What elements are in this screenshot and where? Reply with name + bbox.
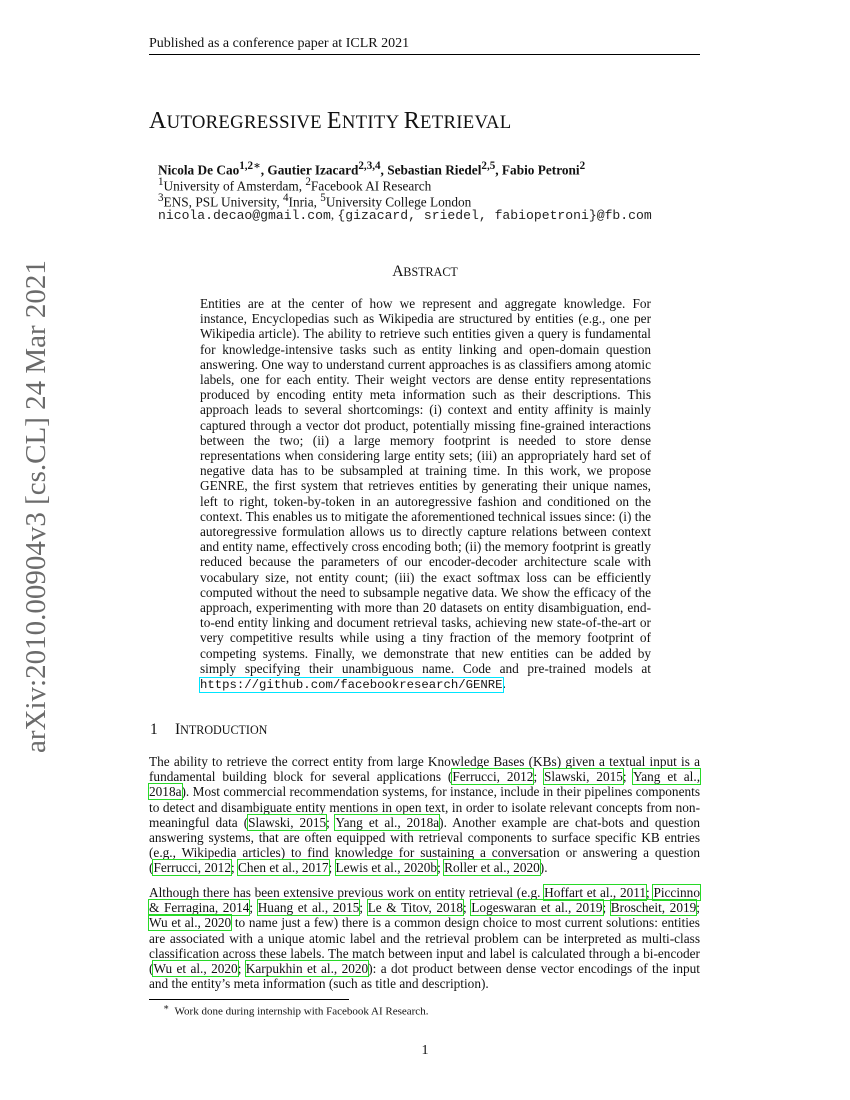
footnote: ∗ Work done during internship with Facebook AI Research. <box>163 1002 429 1018</box>
citation-link[interactable]: Logeswaran et al., 2019 <box>471 900 603 916</box>
citation-link[interactable]: Slawski, 2015 <box>248 814 327 830</box>
arxiv-stamp: arXiv:2010.00904v3 [cs.CL] 24 Mar 2021 <box>20 260 52 753</box>
paragraph-text: ; <box>696 900 700 916</box>
paragraph-text: ): a dot product between dense vector encodings of the input and the entity’s meta information (such as title and description). <box>149 961 701 992</box>
paragraph-text: ; <box>249 900 258 916</box>
paragraph-text: ; <box>328 860 336 876</box>
citation-link[interactable]: Hoffart et al., 2011 <box>544 885 647 900</box>
running-header: Published as a conference paper at ICLR 2021 <box>149 36 410 51</box>
author-emails: nicola.decao@gmail.com, {gizacard, sriedel, fabiopetroni}@fb.com <box>158 207 652 223</box>
paragraph-text: ). Most commercial recommendation systems, for instance, include in their pipelines components to detect and disambiguate entity mentions in open text, in order to isolate relevant concepts from non-meaningful data ( <box>149 784 700 830</box>
paragraph-text: ; <box>326 814 336 830</box>
citation-link[interactable]: Yang et al., 2018a <box>335 814 440 830</box>
author-name: Nicola De Cao <box>158 162 240 178</box>
citation-link[interactable]: Broscheit, 2019 <box>610 900 697 916</box>
citation-link[interactable]: Ferrucci, 2012 <box>452 769 534 785</box>
citation-link[interactable]: Piccinno & Ferragina, 2014 <box>149 885 700 916</box>
citation-link[interactable]: Karpukhin et al., 2020 <box>245 961 369 977</box>
author-name: Sebastian Riedel <box>387 162 482 178</box>
paper-title: AUTOREGRESSIVE ENTITY RETRIEVAL <box>149 108 512 134</box>
paragraph-text: Although there has been extensive previous work on entity retrieval (e.g. <box>149 885 545 900</box>
section-heading: 1 INTRODUCTION <box>150 721 268 738</box>
affiliation-line: $^1$University of Amsterdam, $^2$Facebook AI Research <box>158 176 432 194</box>
citation-link[interactable]: Lewis et al., 2020b <box>335 860 438 876</box>
author-name: Fabio Petroni <box>501 162 580 178</box>
citation-link[interactable]: Chen et al., 2017 <box>238 860 329 876</box>
author-name: Gautier Izacard <box>267 162 359 178</box>
paragraph-text: The ability to retrieve the correct entity from large Knowledge Bases (KBs) given a textual input is a fundamental building block for several applications ( <box>149 754 700 785</box>
header-rule <box>149 54 700 55</box>
paragraph-text: to name just a few) there is a common design choice to most current solutions: entities are associated with a unique atomic label and the retrieval problem can be interpreted as multi-class classification across these labels. The match between input and label is calculated through a bi-encoder ( <box>149 915 700 977</box>
paragraph-text: ; <box>646 885 654 900</box>
paragraph-text: ; <box>533 769 544 785</box>
abstract-heading: ABSTRACT <box>392 263 458 280</box>
paragraph-text: ). <box>539 860 548 876</box>
paragraph-text: ). Another example are chat-bots and question answering systems, that are often equipped with retrieval components to surface specific KB entries (e.g., Wikipedia articles) to find knowledge for sustaining a conversation or answering a question ( <box>149 814 700 876</box>
paragraph-text: ; <box>437 860 445 876</box>
citation-link[interactable]: Ferrucci, 2012 <box>153 860 231 876</box>
abstract-text: Entities are at the center of how we represent and aggregate knowledge. For instance, Encyclopedias such as Wikipedia are structured by entities (e.g., one per Wikipedia article). The ability to retrieve such entities given a query is fundamental for knowledge-intensive tasks such as entity linking and open-domain question answering. One way to understand current approaches is as classifiers among atomic labels, one for each entity. Their weight vectors are dense entity representations produced by encoding entity meta information such as their descriptions. This approach leads to several shortcomings: (i) context and entity affinity is mainly captured through a vector dot product, potentially missing fine-grained interactions between the two; (ii) a large memory footprint is needed to store dense representations when considering large entity sets; (iii) an appropriately hard set of negative data has to be subsampled at training time. In this work, we propose GENRE, the first system that retrieves entities by generating their unique names, left to right, token-by-token in an autoregressive fashion and conditioned on the context. This enables us to mitigate the aforementioned technical issues since: (i) the autoregressive formulation allows us to directly capture relations between context and entity name, effectively cross encoding both; (ii) the memory footprint is greatly reduced because the parameters of our encoder-decoder architecture scale with vocabulary size, not entity count; (iii) the exact softmax loss can be efficiently computed without the need to subsample negative data. We show the efficacy of the approach, experimenting with more than 20 datasets on entity disambiguation, end-to-end entity linking and document retrieval tasks, achieving new state-of-the-art or very competitive results while using a tiny fraction of the memory footprint of competing systems. Finally, we demonstrate that new entities can be added by simply specifying their unambiguous name. Code and pre-trained models at https://github.com/facebookresearch/GENRE. <box>200 296 651 693</box>
citation-link[interactable]: Huang et al., 2015 <box>257 900 360 916</box>
citation-link[interactable]: Roller et al., 2020 <box>444 860 540 876</box>
paragraph-text: ; <box>463 900 472 916</box>
citation-link[interactable]: Le & Titov, 2018 <box>367 900 463 916</box>
citation-link[interactable]: Wu et al., 2020 <box>153 961 238 977</box>
citation-link[interactable]: Slawski, 2015 <box>544 769 623 785</box>
citation-link[interactable]: Yang et al., 2018a <box>149 769 701 800</box>
page-number: 1 <box>421 1043 429 1058</box>
author-list: Nicola De Cao$^{1,2∗}$, Gautier Izacard$^{2,3,4}$, Sebastian Riedel$^{2,5}$, Fabio Petroni$^2$ <box>158 160 586 178</box>
footnote-rule <box>149 999 349 1000</box>
paragraph-text: ; <box>602 900 611 916</box>
code-link[interactable]: https://github.com/facebookresearch/GENRE <box>200 678 503 693</box>
affiliation-line: $^3$ENS, PSL University, $^4$Inria, $^5$University College London <box>158 192 472 210</box>
paragraph-text: ; <box>230 860 239 876</box>
citation-link[interactable]: Wu et al., 2020 <box>149 915 232 931</box>
paragraph-text: ; <box>359 900 368 916</box>
intro-paragraph-1 <box>149 754 700 876</box>
paragraph-text: ; <box>622 769 633 785</box>
intro-paragraph-2 <box>149 885 700 991</box>
paragraph-text: ; <box>237 961 246 977</box>
